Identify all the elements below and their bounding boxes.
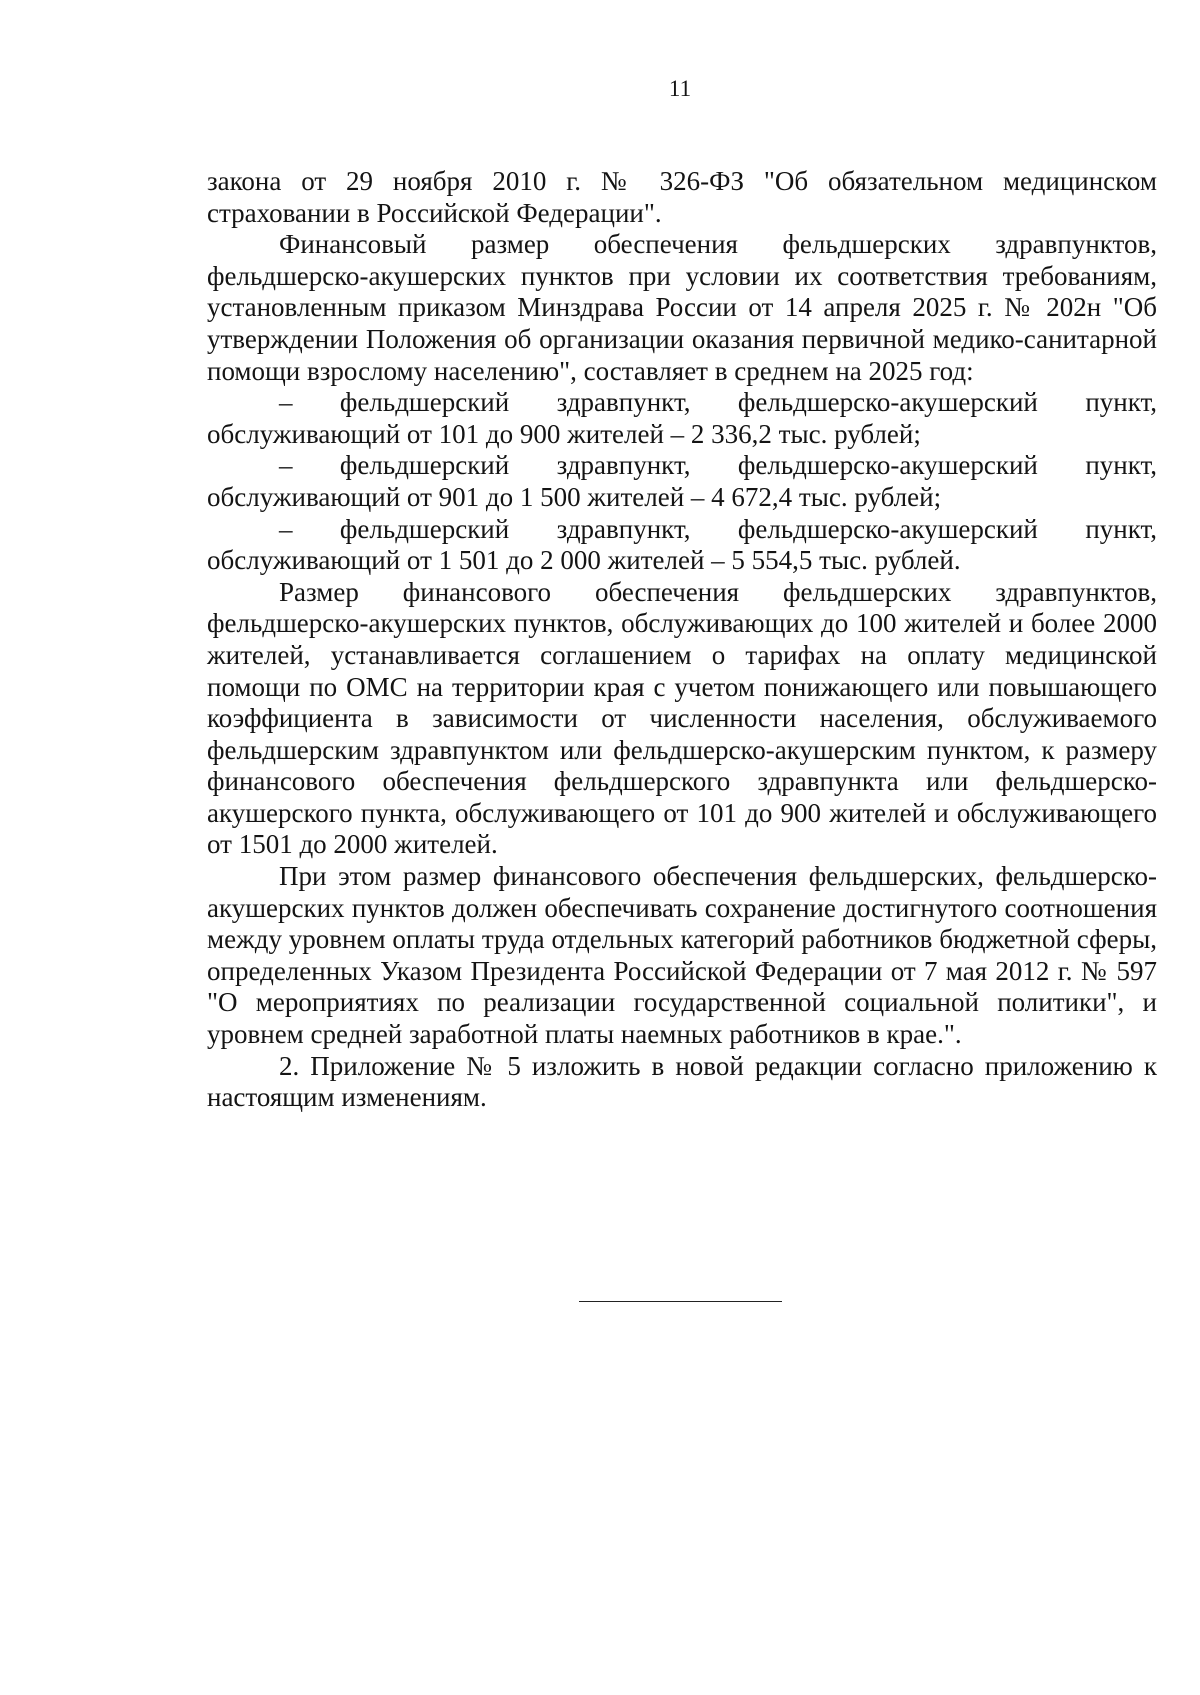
page-number: 11 [668, 76, 692, 101]
list-item-101-900: – фельдшерский здравпункт, фельдшерско-акушерский пункт, обслуживающий от 101 до 900 жителей – 2 336,2 тыс. рублей; [207, 387, 1157, 449]
paragraph-financial-size: Финансовый размер обеспечения фельдшерских здравпунктов, фельдшерско-акушерских пунктов при условии их соответствия требованиям, установленным приказом Минздрава России от 14 апреля 2025 г. № 202н "Об утверждении Положения об организации оказания первичной медико-санитарной помощи взрослому населению", составляет в среднем на 2025 год: [207, 229, 1157, 386]
paragraph-law-reference: закона от 29 ноября 2010 г. № 326-ФЗ "Об обязательном медицинском страховании в Российской Федерации". [207, 166, 1157, 228]
paragraph-tariff-agreement: Размер финансового обеспечения фельдшерских здравпунктов, фельдшерско-акушерских пунктов, обслуживающих до 100 жителей и более 2000 жителей, устанавливается соглашением о тарифах на оплату медицинской помощи по ОМС на территории края с учетом понижающего или повышающего коэффициента в зависимости от численности населения, обслуживаемого фельдшерским здравпунктом или фельдшерско-акушерским пунктом, к размеру финансового обеспечения фельдшерского здравпункта или фельдшерско-акушерского пункта, обслуживающего от 101 до 900 жителей и обслуживающего от 1501 до 2000 жителей. [207, 576, 1157, 860]
paragraph-salary-ratio: При этом размер финансового обеспечения фельдшерских, фельдшерско-акушерских пунктов должен обеспечивать сохранение достигнутого соотношения между уровнем оплаты труда отдельных категорий работников бюджетной сферы, определенных Указом Президента Российской Федерации от 7 мая 2012 г. № 597 "О мероприятиях по реализации государственной социальной политики", и уровнем средней заработной платы наемных работников в крае.". [207, 861, 1157, 1050]
paragraph-appendix-5: 2. Приложение № 5 изложить в новой редакции согласно приложению к настоящим изменениям. [207, 1050, 1157, 1113]
document-body [207, 166, 1157, 1114]
list-item-901-1500: – фельдшерский здравпункт, фельдшерско-акушерский пункт, обслуживающий от 901 до 1 500 жителей – 4 672,4 тыс. рублей; [207, 450, 1157, 512]
end-separator-line [579, 1301, 782, 1302]
list-item-1501-2000: – фельдшерский здравпункт, фельдшерско-акушерский пункт, обслуживающий от 1 501 до 2 000 жителей – 5 554,5 тыс. рублей. [207, 513, 1157, 576]
